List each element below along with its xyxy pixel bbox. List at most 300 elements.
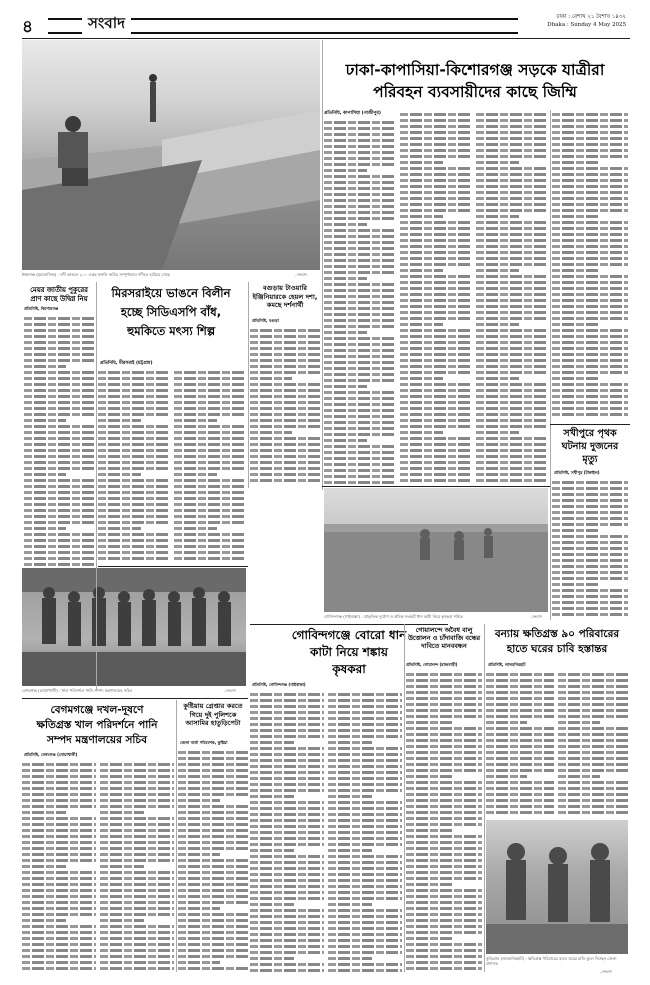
text-line [400,449,472,452]
text-line [250,353,320,356]
text-line [406,943,482,946]
text-line [100,955,174,958]
text-line [324,187,396,190]
text-line [250,431,292,434]
text-line [406,811,482,814]
text-line [178,901,248,904]
text-line [324,313,396,316]
text-line [486,799,554,802]
text-line [552,323,598,326]
text-line [476,263,548,266]
text-line [178,859,248,862]
text-line [552,583,598,586]
text-line [250,341,320,344]
text-line [174,515,246,518]
mobile-headline: বগুড়ায় টাওয়ারি ইঞ্জিনিয়ারকে হেয়ল দশা, কমছে দর্শনার্থী [252,284,318,309]
inspection-group-illustration [22,568,246,686]
text-line [24,515,94,518]
text-line [250,939,324,942]
text-line [100,925,174,928]
text-line [406,817,482,820]
text-line [324,409,396,412]
column-divider [550,110,551,620]
text-line [400,443,472,446]
text-line [552,577,628,580]
text-line [328,831,402,834]
text-line [98,485,170,488]
text-line [22,895,96,898]
text-line [476,275,548,278]
text-line [250,717,324,720]
text-line [22,955,96,958]
text-line [178,769,248,772]
text-line [406,895,482,898]
text-line [174,449,246,452]
text-line [328,939,402,942]
text-line [476,461,548,464]
text-line [476,407,548,410]
text-line [476,161,519,164]
text-line [552,173,628,176]
boro-headline-2: কাটা নিয়ে শঙ্কায় [310,645,388,659]
text-line [100,883,174,886]
text-line [174,491,246,494]
text-line [174,377,246,380]
text-line [552,389,628,392]
text-line [400,305,472,308]
text-line [406,745,482,748]
text-line [476,197,548,200]
text-line [400,131,472,134]
text-line [250,945,324,948]
text-line [328,921,402,924]
text-line [406,739,482,742]
key-handover-illustration [486,820,628,954]
text-line [476,413,548,416]
text-line [250,897,324,900]
text-line [328,777,402,780]
text-line [174,389,246,392]
text-line [100,769,174,772]
text-line [476,431,519,434]
text-line [406,751,482,754]
text-line [22,829,96,832]
text-line [324,301,396,304]
text-line [250,425,320,428]
text-line [486,727,554,730]
text-line [24,413,94,416]
text-line [324,403,396,406]
text-line [476,317,548,320]
text-line [324,385,367,388]
text-line [24,467,94,470]
text-line [552,565,628,568]
text-line [328,885,402,888]
text-line [250,921,324,924]
text-line [22,859,96,862]
text-line [24,419,66,422]
text-line [174,425,246,428]
text-line [178,889,248,892]
text-line [100,889,174,892]
text-line [24,323,94,326]
sakhipur-headline-1: সখীপুরে পৃথক [563,428,617,439]
text-line [24,377,94,380]
text-line [400,299,472,302]
text-line [476,131,548,134]
text-line [178,931,248,934]
sand-byline: প্রতিনিধি, গোয়ালন্দ (রাজবাড়ী) [406,662,458,667]
text-line [400,209,472,212]
text-line [552,341,628,344]
text-line [406,673,482,676]
text-line [486,751,554,754]
text-line [178,925,248,928]
text-line [324,205,396,208]
text-line [400,119,472,122]
sakhipur-byline: প্রতিনিধি, সখীপুর (টাঙ্গাইল) [554,470,600,475]
text-line [406,877,482,880]
text-line [22,907,96,910]
text-line [24,329,94,332]
text-line [22,781,96,784]
text-line [552,347,628,350]
text-line [476,473,548,476]
paper-name: সংবাদ [82,12,131,37]
text-line [100,817,174,820]
text-line [178,871,248,874]
text-line [406,763,482,766]
text-line [476,269,519,272]
text-line [174,413,246,416]
text-line [476,215,519,218]
text-line [24,455,94,458]
text-line [552,541,628,544]
lead-photo-credit: –সংবাদ [295,272,307,277]
text-line [22,775,96,778]
text-line [400,203,472,206]
text-line [400,419,472,422]
text-line [400,395,472,398]
text-line [250,795,294,798]
text-line [250,699,324,702]
text-line [250,759,324,762]
text-line [24,509,94,512]
text-line [174,479,246,482]
text-line [400,425,472,428]
text-line [24,545,94,548]
text-line [558,703,628,706]
section-divider [322,486,550,487]
text-line [250,741,294,744]
text-line [250,867,324,870]
text-line [486,781,554,784]
text-line [552,559,628,562]
text-line [100,865,144,868]
text-line [178,907,220,910]
text-line [324,229,396,232]
text-line [324,277,367,280]
text-line [406,715,482,718]
text-line [250,915,324,918]
text-line [174,497,246,500]
text-line [406,853,482,856]
text-line [476,113,548,116]
text-line [406,883,452,886]
text-line [400,317,472,320]
text-line [328,801,402,804]
text-line [552,227,628,230]
text-line [558,697,628,700]
text-line [178,943,248,946]
sakhipur-headline-2: ঘটনায় দুজনের [561,441,619,452]
text-line [98,413,170,416]
text-line [174,461,246,464]
column-divider [96,282,97,690]
text-line [328,861,402,864]
text-line [400,461,472,464]
text-line [174,455,246,458]
text-line [406,757,482,760]
text-line [558,775,600,778]
kushtia-body [178,748,248,972]
text-line [476,371,548,374]
text-line [324,157,396,160]
text-line [98,479,170,482]
begumganj-body-col-1 [22,760,96,972]
text-line [174,473,217,476]
text-line [400,155,472,158]
text-line [174,467,246,470]
text-line [324,451,396,454]
text-line [98,467,170,470]
boro-band-rule [250,624,448,625]
text-line [98,503,170,506]
text-line [100,877,174,880]
text-line [400,257,472,260]
text-line [324,127,396,130]
text-line [178,949,248,952]
text-line [98,557,170,560]
text-line [324,133,396,136]
text-line [328,969,402,972]
text-line [552,517,628,520]
text-line [100,859,174,862]
text-line [100,961,174,964]
text-line [174,383,246,386]
text-line [400,431,443,434]
text-line [400,173,472,176]
text-line [406,847,482,850]
text-line [324,361,396,364]
text-line [324,367,396,370]
text-line [324,253,396,256]
text-line [324,307,396,310]
text-line [22,835,96,838]
text-line [328,837,402,840]
section-divider [550,424,630,425]
text-line [324,289,396,292]
text-line [406,799,482,802]
text-line [400,347,472,350]
text-line [552,293,628,296]
text-line [558,685,628,688]
text-line [250,825,324,828]
text-line [400,185,472,188]
text-line [486,769,554,772]
text-line [98,425,170,428]
text-line [552,487,628,490]
text-line [400,383,472,386]
text-line [400,143,472,146]
text-line [558,769,628,772]
text-line [406,703,482,706]
text-line [476,341,548,344]
text-line [178,961,220,964]
text-line [400,239,472,242]
text-line [324,271,396,274]
text-line [178,829,248,832]
text-line [250,711,324,714]
text-line [476,455,548,458]
text-line [24,389,94,392]
text-line [100,799,174,802]
text-line [178,793,248,796]
text-line [476,467,548,470]
text-line [328,807,402,810]
text-line [400,137,472,140]
text-line [24,347,94,350]
mobile-byline: প্রতিনিধি, বগুড়া [252,318,279,323]
text-line [486,721,527,724]
text-line [250,963,324,966]
text-line [476,251,548,254]
text-line [22,967,96,970]
text-line [476,311,548,314]
lead-photo [22,40,320,270]
text-line [476,239,548,242]
text-line [558,727,628,730]
text-line [400,113,472,116]
text-line [24,437,94,440]
text-line [178,847,248,850]
text-line [552,275,628,278]
text-line [476,257,548,260]
text-line [406,727,482,730]
text-line [558,793,628,796]
text-line [24,479,94,482]
text-line [328,717,402,720]
text-line [552,245,628,248]
text-line [558,721,600,724]
text-line [476,377,519,380]
text-line [98,461,170,464]
text-line [476,389,548,392]
text-line [328,765,402,768]
boro-photo [324,488,548,612]
text-line [476,233,548,236]
text-line [406,805,482,808]
text-line [552,335,628,338]
text-line [552,167,628,170]
text-line [400,359,472,362]
text-line [476,335,548,338]
text-line [328,873,402,876]
text-line [328,957,372,960]
boro-photo-caption: গোবিন্দগঞ্জ (গাইবান্ধা) : প্রাকৃতিক দুর্যোগ ও শ্রমিক সংকটে ধান কাটা নিয়ে কৃষকরা শঙ্কিত [324,614,463,619]
text-line [22,877,96,880]
text-line [22,853,96,856]
text-line [400,227,472,230]
flood-headline-2: হাতে ঘরের চাবি হস্তান্তর [506,643,608,655]
text-line [24,395,94,398]
text-line [100,913,174,916]
text-line [324,139,396,142]
text-line [406,721,452,724]
text-line [22,883,96,886]
text-line [486,793,554,796]
lead-byline: প্রতিনিধি, কাপাসিয়া (গাজীপুর) [324,111,381,116]
text-line [552,329,628,332]
text-line [324,421,396,424]
text-line [552,371,628,374]
text-line [476,125,548,128]
text-line [178,841,248,844]
text-line [22,841,96,844]
text-line [476,203,548,206]
text-line [552,251,628,254]
text-line [324,445,396,448]
text-line [174,545,246,548]
text-line [552,613,628,616]
text-line [400,179,472,182]
text-line [400,311,472,314]
begumganj-photo [22,568,246,686]
masthead [22,14,630,36]
text-line [100,967,174,970]
text-line [250,885,324,888]
text-line [406,829,452,832]
text-line [476,179,548,182]
text-line [406,835,482,838]
text-line [100,937,174,940]
date-line: ঢাকা : বেশাখ ২১ বৈশাখ ১৪৩২ [556,14,626,20]
text-line [552,523,628,526]
text-line [250,819,324,822]
text-line [22,865,66,868]
text-line [476,383,548,386]
text-line [24,407,94,410]
text-line [406,775,452,778]
text-line [552,191,628,194]
text-line [552,215,598,218]
boro-photo-credit: –সংবাদ [530,614,542,619]
text-line [98,533,170,536]
text-line [552,299,628,302]
text-line [100,823,174,826]
flood-byline: প্রতিনিধি, লালমনিরহাট [488,662,526,667]
text-line [24,425,94,428]
text-line [250,843,324,846]
text-line [400,377,443,380]
begumganj-headline-1: বেগমগঞ্জে দখল-দূষণে [50,704,144,716]
text-line [486,763,554,766]
text-line [328,789,402,792]
text-line [324,343,396,346]
text-line [476,401,548,404]
text-line [324,193,396,196]
text-line [552,589,628,592]
